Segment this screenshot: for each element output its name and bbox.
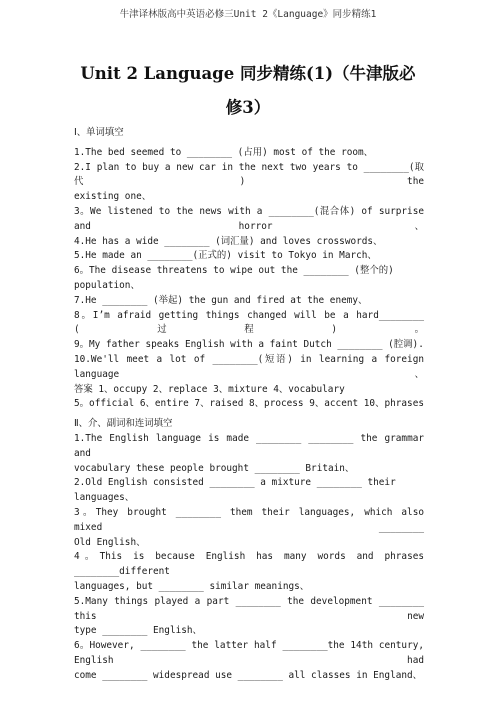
text-line: 1.The English language is made ________ ________ the grammar and (74, 432, 424, 459)
text-line: Old English、 (74, 536, 146, 548)
title-line-1: Unit 2 Language 同步精练(1)（牛津版必 (80, 64, 416, 83)
text-line: 5。official 6、entire 7、raised 8、process 9、accent 10、phrases (74, 398, 424, 410)
text-line: 2.Old English consisted ________ a mixture ________ their languages、 (74, 477, 396, 504)
text-line: 4.He has a wide ________ (词汇量) and loves crosswords、 (74, 235, 383, 247)
text-line: 9。My father speaks English with a faint Dutch ________ (腔调). (74, 339, 424, 351)
text-line: come ________ widespread use ________ all classes in England、 (74, 669, 423, 681)
text-line: 7.He ________ (举起) the gun and fired at the enemy、 (74, 294, 368, 306)
text-line: languages, but ________ similar meanings、 (74, 580, 310, 592)
document-title (40, 57, 456, 125)
text-line: 2.I plan to buy a new car in the next two years to ________(取代) the (74, 161, 424, 188)
text-line: 3。We listened to the news with a ________(混合体) of surprise and horror、 (74, 205, 424, 232)
text-line: 8。I’m afraid getting things changed will be a hard________ (过程)。 (74, 309, 424, 336)
text-line: Ⅱ、介、副词和连词填空 (74, 418, 173, 430)
text-line: 1.The bed seemed to ________ (占用) most of the room、 (74, 146, 374, 158)
text-line: 10.We'll meet a lot of ________(短语) in learning a foreign language、 (74, 353, 424, 380)
exercise-body (74, 126, 424, 683)
text-line: 5.He made an ________(正式的) visit to Tokyo in March、 (74, 250, 377, 262)
text-line: vocabulary these people brought ________ Britain、 (74, 462, 355, 474)
text-line: 5.Many things played a part ________ the development ________ this new (74, 595, 424, 622)
page-header: 牛津译林版高中英语必修三Unit 2《Language》同步精练1 (119, 9, 377, 20)
text-line: 答案 1、occupy 2、replace 3、mixture 4、vocabulary (74, 383, 345, 395)
text-line: existing one、 (74, 191, 152, 203)
text-line: 6。However, ________ the latter half ________the 14th century, English had (74, 640, 424, 666)
text-line: 6。The disease threatens to wipe out the ________ (整个的) population、 (74, 265, 394, 291)
text-line: 4。This is because English has many words and phrases ________different (74, 551, 424, 578)
text-line: type ________ English、 (74, 625, 202, 637)
text-line: Ⅰ、单词填空 (74, 127, 124, 138)
text-line: 3。They brought ________ them their languages, which also mixed ________ (74, 506, 424, 533)
title-line-2: 修3） (225, 98, 271, 117)
